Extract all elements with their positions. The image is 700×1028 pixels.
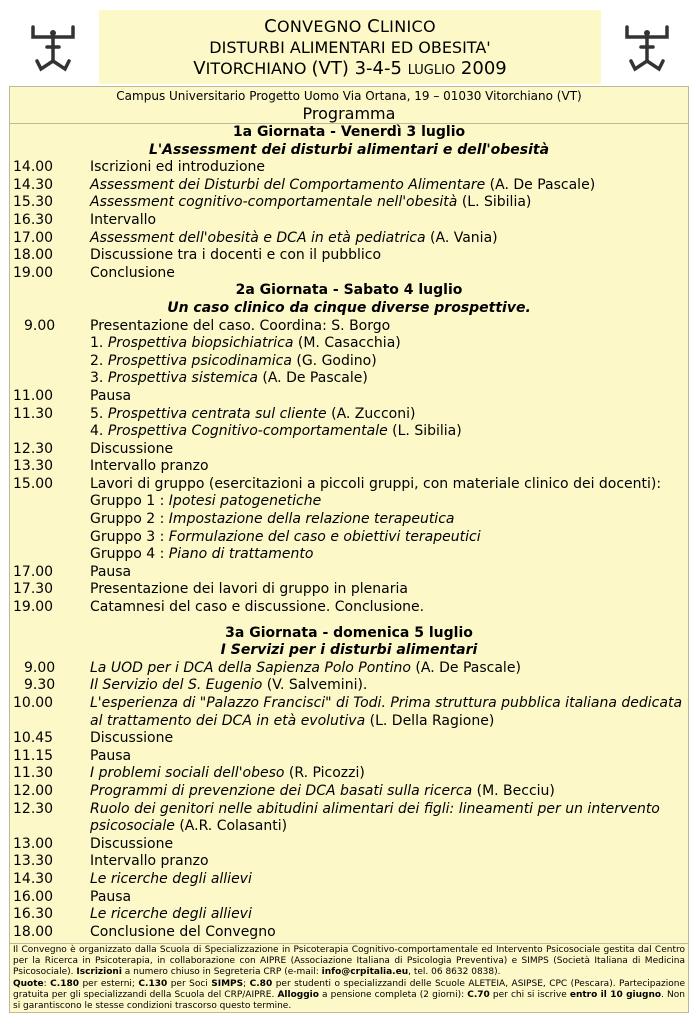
- session-text: Presentazione dei lavori di gruppo in plenaria: [90, 581, 408, 598]
- stick-figure-logo-icon: [617, 19, 677, 79]
- session-text: Intervallo pranzo: [90, 853, 209, 870]
- schedule-time: 13.30: [13, 853, 54, 870]
- schedule-time: 13.30: [13, 458, 54, 475]
- session-title: Prospettiva Cognitivo-comportamentale: [107, 423, 388, 440]
- session-text: (A. De Pascale): [257, 370, 368, 387]
- schedule-row: [10, 353, 688, 371]
- schedule-time: 16.00: [13, 888, 54, 905]
- session-text: Pausa: [90, 888, 132, 905]
- schedule-row: [10, 889, 688, 907]
- flyer: [9, 7, 689, 1013]
- schedule-row: [10, 748, 688, 766]
- event-location-date: VITORCHIANO (VT) 3-4-5 LUGLIO 2009: [193, 58, 507, 79]
- session-text: Discussione: [90, 730, 174, 747]
- session-text: Intervallo pranzo: [90, 458, 209, 475]
- session-title: Assessment cognitivo-comportamentale nell'obesità: [90, 194, 458, 211]
- session-text: (R. Picozzi): [284, 765, 365, 782]
- schedule-time: 18.00: [13, 247, 54, 264]
- schedule-time: 17.30: [13, 581, 54, 598]
- session-title: Prospettiva sistemica: [107, 370, 258, 387]
- schedule-row: [10, 370, 688, 388]
- deadline: entro il 10 giugno: [569, 989, 662, 1000]
- fees-text: :: [43, 978, 51, 989]
- session-title: Prospettiva centrata sul cliente: [107, 405, 327, 422]
- schedule-time: 11.30: [13, 405, 54, 422]
- schedule-item-prefix: Gruppo 2 :: [90, 511, 169, 528]
- schedule-row: [10, 476, 688, 494]
- schedule-row: [10, 159, 688, 177]
- schedule-item-prefix: Gruppo 4 :: [90, 546, 169, 563]
- schedule-time: 9.00: [24, 317, 56, 334]
- session-text: Pausa: [90, 563, 132, 580]
- schedule-time: 13.00: [13, 835, 54, 852]
- event-type: CONVEGNO CLINICO: [264, 16, 436, 37]
- session-text: (A. Vania): [425, 229, 498, 246]
- schedule-time: 17.00: [13, 229, 54, 246]
- schedule-row: [10, 564, 688, 582]
- schedule-row: [10, 335, 688, 353]
- schedule-row: [10, 660, 688, 678]
- session-title: Prospettiva biopsichiatrica: [107, 335, 294, 352]
- session-title: Formulazione del caso e obiettivi terapeutici: [168, 528, 481, 545]
- fee-lodging: C.70: [467, 989, 490, 1000]
- session-title: Le ricerche degli allievi: [90, 870, 252, 887]
- schedule-row: [10, 441, 688, 459]
- schedule-row: [10, 546, 688, 564]
- session-text: (M. Becciu): [472, 782, 555, 799]
- registration-label: Iscrizioni: [76, 967, 122, 978]
- session-title: Piano di trattamento: [168, 546, 314, 563]
- schedule-row: [10, 529, 688, 547]
- schedule-time: 11.15: [13, 747, 54, 764]
- schedule-time: 19.00: [13, 264, 54, 281]
- schedule-item-prefix: 1.: [90, 335, 108, 352]
- fees-text: . Non si garantiscono le stesse condizioni trascorso questo termine.: [13, 989, 685, 1012]
- email-link[interactable]: info@crpitalia.eu: [321, 967, 409, 978]
- registration-text: a numero chiuso in Segreteria CRP (e-mail:: [121, 967, 322, 978]
- schedule-item-prefix: Gruppo 1 :: [90, 493, 169, 510]
- day-subtitle: L'Assessment dei disturbi alimentari e dell'obesità: [148, 141, 550, 158]
- schedule-time: 9.30: [24, 677, 56, 694]
- schedule-time: 10.45: [13, 730, 54, 747]
- fees-label: Quote: [13, 978, 44, 989]
- fees-text: per Soci: [167, 978, 212, 989]
- day-subtitle: I Servizi per i disturbi alimentari: [220, 642, 478, 659]
- session-text: Conclusione del Convegno: [90, 923, 276, 940]
- schedule-row: [10, 458, 688, 476]
- schedule-time: 12.00: [13, 782, 54, 799]
- session-text: Pausa: [90, 747, 132, 764]
- lodging-label: Alloggio: [277, 989, 319, 1000]
- schedule-time: 10.00: [13, 695, 54, 711]
- schedule-row: [10, 677, 688, 695]
- organizer-note: Il Convegno è organizzato dalla Scuola di Specializzazione in Psicoterapia Cognitivo-comportamentale ed Intervento Psicosociale gestita dal Centro per la Ricerca in Psicoterapia, in collaborazione con AIPRE (Associazione Italiana di Psicologia Preventiva) e SIMPS (Società Italiana di Medicina Psicosociale).: [13, 945, 685, 978]
- session-title: Programmi di prevenzione dei DCA basati sulla ricerca: [90, 782, 473, 799]
- session-text: (A. Zucconi): [326, 405, 416, 422]
- session-text: Intervallo: [90, 211, 157, 228]
- schedule-row: [10, 853, 688, 871]
- schedule-row: [10, 801, 688, 836]
- header: [9, 7, 689, 86]
- session-text: (V. Salvemini).: [262, 677, 368, 694]
- schedule-time: 12.30: [13, 440, 54, 457]
- schedule-time: 11.30: [13, 765, 54, 782]
- schedule-row: [10, 265, 688, 283]
- schedule-time: 16.30: [13, 906, 54, 923]
- schedule-time: 9.00: [24, 659, 56, 676]
- schedule-time: 16.30: [13, 211, 54, 228]
- schedule-item-prefix: 4.: [90, 423, 108, 440]
- session-text: Discussione tra i docenti e con il pubblico: [90, 247, 382, 264]
- schedule-row: [10, 511, 688, 529]
- schedule-time: 15.30: [13, 194, 54, 211]
- fee-students: C.80: [249, 978, 273, 989]
- day-3: [10, 625, 688, 942]
- session-text: (L. Sibilia): [457, 194, 532, 211]
- day-subtitle: Un caso clinico da cinque diverse prospettive.: [167, 299, 531, 316]
- schedule-row: [10, 318, 688, 336]
- schedule-row: [10, 230, 688, 248]
- footer-notes: [9, 944, 689, 1013]
- schedule-item-prefix: 5.: [90, 405, 108, 422]
- session-title: Assessment dei Disturbi del Comportamento Alimentare: [90, 176, 486, 193]
- fees-text: a pensione completa (2 giorni):: [318, 989, 468, 1000]
- schedule-row: [10, 581, 688, 599]
- session-title: La UOD per i DCA della Sapienza Polo Pontino: [90, 659, 411, 676]
- day-2: [10, 282, 688, 616]
- schedule-time: 11.00: [13, 387, 54, 404]
- day-1: [10, 124, 688, 282]
- session-text: (G. Godino): [291, 352, 377, 369]
- schedule-row: [10, 783, 688, 801]
- schedule-row: [10, 924, 688, 942]
- session-title: L'esperienza di "Palazzo Francisci" di Todi. Prima struttura pubblica italiana dedicata al trattamento dei DCA in età evolutiva: [90, 695, 683, 729]
- schedule-row: [10, 247, 688, 265]
- session-text: (A. De Pascale): [485, 176, 596, 193]
- session-title: Le ricerche degli allievi: [90, 906, 252, 923]
- schedule-row: [10, 406, 688, 424]
- fees-text: per chi si iscrive: [489, 989, 570, 1000]
- fees-text: ;: [243, 978, 250, 989]
- session-text: Lavori di gruppo (esercitazioni a piccoli gruppi, con materiale clinico dei docenti):: [90, 475, 662, 492]
- schedule-time: 14.30: [13, 870, 54, 887]
- session-text: (L. Della Ragione): [365, 712, 495, 729]
- fee-members: C.130: [138, 978, 168, 989]
- schedule-time: 14.00: [13, 159, 54, 176]
- schedule-item-prefix: 2.: [90, 352, 108, 369]
- schedule-item-prefix: Gruppo 3 :: [90, 528, 169, 545]
- session-title: Ipotesi patogenetiche: [168, 493, 322, 510]
- session-title: Ruolo dei genitori nelle abitudini alimentari dei figli: lineamenti per un intervento psicosociale: [90, 800, 660, 835]
- schedule-time: 12.30: [13, 800, 54, 817]
- session-text: Pausa: [90, 387, 132, 404]
- schedule-time: 14.30: [13, 176, 54, 193]
- day-2-schedule: [10, 318, 688, 617]
- day-title: 2a Giornata - Sabato 4 luglio: [235, 282, 463, 299]
- schedule-row: [10, 871, 688, 889]
- fees-text: per studenti o specializzandi delle Scuole ALETEIA, ASIPSE, CPC (Pescara). Partecipazione gratuita per gli specializzandi della Scuola del CRP/AIPRE.: [13, 978, 685, 1000]
- session-text: (L. Sibilia): [387, 423, 462, 440]
- session-title: Impostazione della relazione terapeutica: [168, 511, 455, 528]
- schedule-time: 17.00: [13, 563, 54, 580]
- schedule-row: [10, 730, 688, 748]
- fees-text: per esterni;: [78, 978, 139, 989]
- session-text: Catamnesi del caso e discussione. Conclusione.: [90, 599, 425, 616]
- day-title: 1a Giornata - Venerdì 3 luglio: [232, 124, 466, 140]
- schedule-time: 18.00: [13, 923, 54, 940]
- programme-title: Programma: [10, 104, 688, 124]
- session-text: Discussione: [90, 440, 174, 457]
- programme-panel: [9, 86, 689, 944]
- schedule-row: [10, 493, 688, 511]
- schedule-row: [10, 599, 688, 617]
- session-text: (A. De Pascale): [410, 659, 521, 676]
- day-1-schedule: [10, 159, 688, 282]
- schedule-item-prefix: 3.: [90, 370, 108, 387]
- simps-label: SIMPS: [211, 978, 244, 989]
- schedule-row: [10, 388, 688, 406]
- phone-text: , tel. 06 8632 0838).: [408, 967, 501, 978]
- stick-figure-logo-icon: [23, 19, 83, 79]
- schedule-row: [10, 906, 688, 924]
- session-title: I problemi sociali dell'obeso: [90, 765, 285, 782]
- session-title: Il Servizio del S. Eugenio: [90, 677, 263, 694]
- session-text: (A.R. Colasanti): [174, 818, 288, 835]
- schedule-time: 19.00: [13, 599, 54, 616]
- schedule-row: [10, 423, 688, 441]
- session-text: Iscrizioni ed introduzione: [90, 159, 266, 176]
- session-title: Assessment dell'obesità e DCA in età pediatrica: [90, 229, 426, 246]
- day-title: 3a Giornata - domenica 5 luglio: [225, 624, 473, 641]
- event-title: DISTURBI ALIMENTARI ED OBESITA': [209, 38, 491, 57]
- day-3-schedule: [10, 660, 688, 942]
- session-text: Discussione: [90, 835, 174, 852]
- event-title-box: [99, 10, 601, 84]
- session-text: Presentazione del caso. Coordina: S. Borgo: [90, 317, 391, 334]
- venue-address: Campus Universitario Progetto Uomo Via Ortana, 19 – 01030 Vitorchiano (VT): [116, 89, 582, 103]
- schedule-row: [10, 177, 688, 195]
- session-title: Prospettiva psicodinamica: [107, 352, 292, 369]
- schedule-time: 15.00: [13, 475, 54, 492]
- session-text: (M. Casacchia): [293, 335, 401, 352]
- schedule-row: [10, 695, 688, 730]
- schedule-row: [10, 194, 688, 212]
- session-text: Conclusione: [90, 264, 175, 281]
- fee-external: C.180: [50, 978, 79, 989]
- schedule-row: [10, 212, 688, 230]
- schedule-row: [10, 765, 688, 783]
- schedule-row: [10, 836, 688, 854]
